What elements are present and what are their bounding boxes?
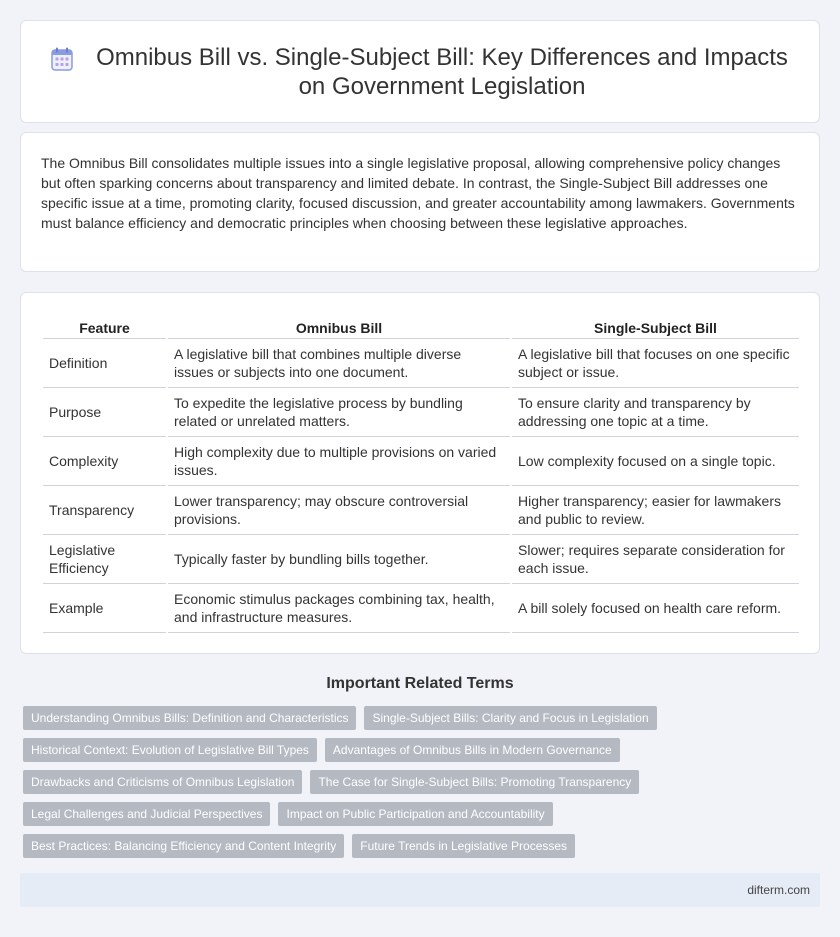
intro-card xyxy=(20,132,820,272)
row-single-subject: To ensure clarity and transparency by addressing one topic at a time. xyxy=(511,387,799,436)
row-feature: Legislative Efficiency xyxy=(43,534,167,583)
related-term-tag[interactable]: The Case for Single-Subject Bills: Promoting Transparency xyxy=(310,770,639,794)
related-terms-title: Important Related Terms xyxy=(326,675,514,692)
row-omnibus: Lower transparency; may obscure controversial provisions. xyxy=(167,485,511,534)
row-single-subject: Low complexity focused on a single topic. xyxy=(511,436,799,485)
row-single-subject: A legislative bill that focuses on one specific subject or issue. xyxy=(511,338,799,387)
related-term-tag[interactable]: Understanding Omnibus Bills: Definition and Characteristics xyxy=(23,706,356,730)
header-omnibus: Omnibus Bill xyxy=(167,313,511,338)
header-single-subject: Single-Subject Bill xyxy=(511,313,799,338)
related-term-tag[interactable]: Advantages of Omnibus Bills in Modern Governance xyxy=(325,738,620,762)
table-row xyxy=(43,387,799,436)
row-single-subject: Slower; requires separate consideration for each issue. xyxy=(511,534,799,583)
table-row xyxy=(43,338,799,387)
calendar-icon xyxy=(51,47,73,71)
footer xyxy=(20,873,820,907)
table-row xyxy=(43,485,799,534)
row-omnibus: High complexity due to multiple provisions on varied issues. xyxy=(167,436,511,485)
footer-site-link[interactable]: difterm.com xyxy=(747,883,810,897)
table-header-row xyxy=(43,313,799,338)
row-feature: Definition xyxy=(43,338,167,387)
row-omnibus: A legislative bill that combines multiple diverse issues or subjects into one document. xyxy=(167,338,511,387)
row-feature: Complexity xyxy=(43,436,167,485)
row-omnibus: Economic stimulus packages combining tax, health, and infrastructure measures. xyxy=(167,583,511,632)
table-row xyxy=(43,534,799,583)
row-single-subject: Higher transparency; easier for lawmakers and public to review. xyxy=(511,485,799,534)
related-term-tag[interactable]: Best Practices: Balancing Efficiency and Content Integrity xyxy=(23,834,344,858)
row-feature: Purpose xyxy=(43,387,167,436)
related-term-tag[interactable]: Future Trends in Legislative Processes xyxy=(352,834,575,858)
page-title: Omnibus Bill vs. Single-Subject Bill: Key Differences and Impacts on Government Legislation xyxy=(96,43,788,100)
related-terms-list xyxy=(23,706,823,866)
row-feature: Transparency xyxy=(43,485,167,534)
related-term-tag[interactable]: Legal Challenges and Judicial Perspectives xyxy=(23,802,270,826)
comparison-table-card xyxy=(20,292,820,654)
intro-paragraph: The Omnibus Bill consolidates multiple issues into a single legislative proposal, allowing comprehensive policy changes but often sparking concerns about transparency and limited debate. In contrast, the Single-Subject Bill addresses one specific issue at a time, promoting clarity, focused discussion, and greater accountability among lawmakers. Governments must balance efficiency and democratic principles when choosing between these legislative approaches. xyxy=(41,155,795,231)
row-omnibus: Typically faster by bundling bills together. xyxy=(167,534,511,583)
related-term-tag[interactable]: Drawbacks and Criticisms of Omnibus Legislation xyxy=(23,770,302,794)
related-term-tag[interactable]: Single-Subject Bills: Clarity and Focus in Legislation xyxy=(364,706,656,730)
comparison-table xyxy=(43,313,799,633)
row-omnibus: To expedite the legislative process by bundling related or unrelated matters. xyxy=(167,387,511,436)
header-card xyxy=(20,20,820,123)
row-feature: Example xyxy=(43,583,167,632)
header-feature: Feature xyxy=(43,313,167,338)
table-row xyxy=(43,583,799,632)
table-row xyxy=(43,436,799,485)
row-single-subject: A bill solely focused on health care reform. xyxy=(511,583,799,632)
related-term-tag[interactable]: Impact on Public Participation and Accountability xyxy=(278,802,552,826)
related-term-tag[interactable]: Historical Context: Evolution of Legislative Bill Types xyxy=(23,738,317,762)
